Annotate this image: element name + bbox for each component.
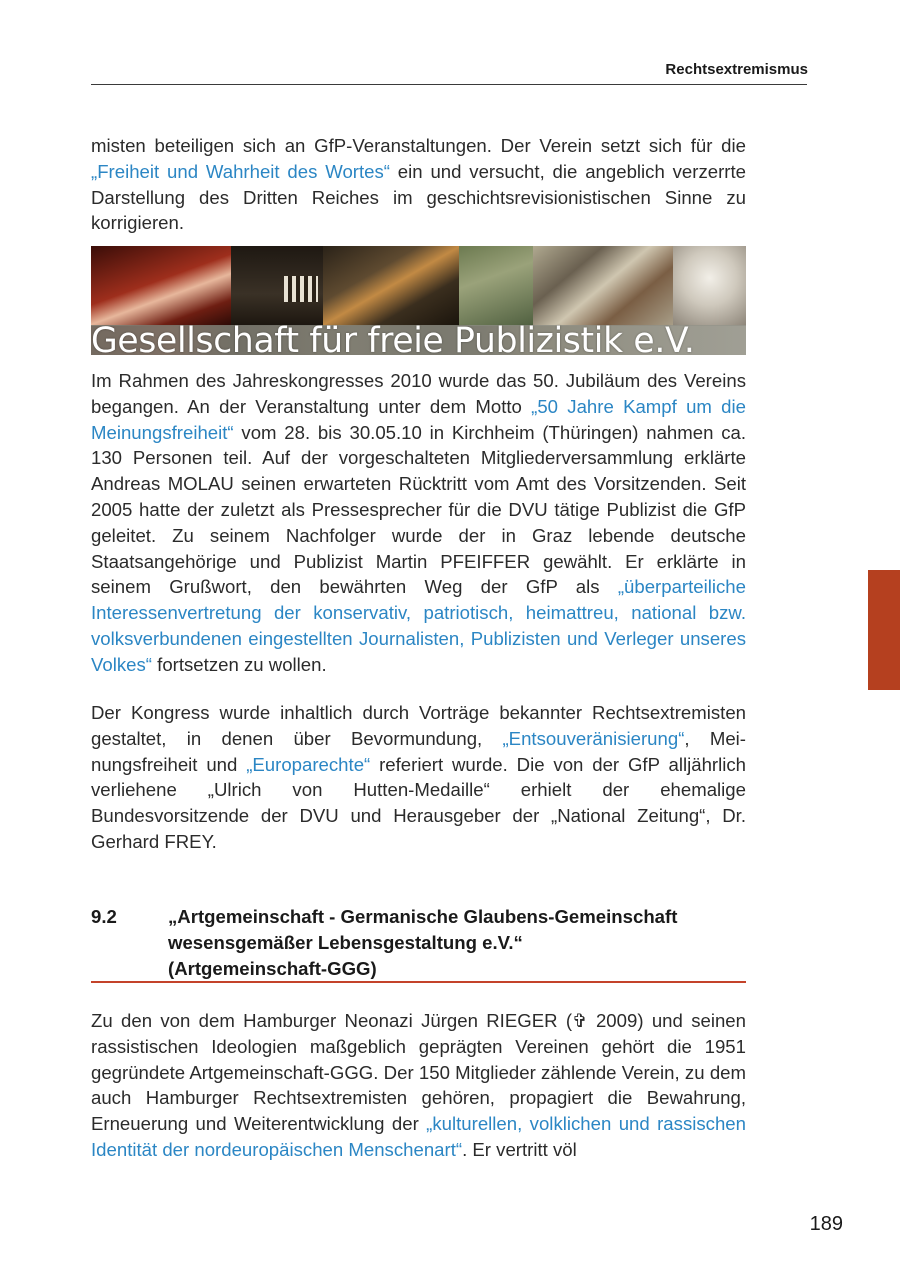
paragraph-2 (91, 368, 746, 678)
paragraph-2-quote-1: „50 Jahre Kampf um die Meinungsfreiheit“ (91, 395, 746, 443)
paragraph-1-text-b: ein und versucht, die angeblich verzerrte Darstellung des Dritten Reiches im geschichtsrevisionistischen Sinne zu korrigieren. (91, 160, 746, 234)
paragraph-1-quote-1: „Freiheit und Wahrheit des Wortes“ (91, 160, 390, 182)
paragraph-4-text-b: . Er vertritt völ (462, 1138, 577, 1160)
banner-window (284, 276, 318, 302)
paragraph-3-text-c: referiert wurde. Die von der GfP alljährlich verliehene „Ulrich von Hutten-Medaille“ erhielt der ehemalige Bundesvorsitzende der DVU und Herausgeber der „National Zeitung“, Dr. Gerhard FREY. (91, 753, 746, 852)
paragraph-2-text-a: Im Rahmen des Jahreskongresses 2010 wurde das 50. Jubiläum des Vereins begangen. An der Veranstaltung unter dem Motto (91, 370, 746, 417)
section-number: 9.2 (91, 906, 117, 927)
header-title: Rechtsextremismus (665, 61, 808, 78)
banner-panel-horsemen (533, 246, 673, 326)
paragraph-3-quote-1: „Entsouveränisierung“ (502, 727, 685, 749)
paragraph-4-quote-1: „kulturellen, volklichen und rassischen Identität der nordeuropäischen Menschenart“ (91, 1113, 746, 1160)
paragraph-3-text-a: Der Kongress wurde inhaltlich durch Vorträge bekannter Rechtsextremisten gestaltet, in denen über Bevormundung, (91, 702, 746, 749)
gfp-banner-image (91, 246, 746, 355)
paragraph-2-text-b: vom 28. bis 30.05.10 in Kirchheim (Thüringen) nahmen ca. 130 Personen teil. Auf der vorgeschalteten Mitgliederversammlung erklärte Andreas MOLAU seinen erwarteten Rücktritt vom Amt des Vorsitzenden. Seit 2005 hatte der zuletzt als Pressesprecher für die DVU tätige Publizist die GfP geleitet. Zu seinem Nachfolger wurde der in Graz lebende deutsche Staatsangehörige und Publizist Martin PFEIFFER gewählt. Er erklärte in seinem Grußwort, den bewährten Weg der GfP als (91, 421, 746, 598)
header-rule (91, 84, 807, 85)
banner-panel-bust (673, 246, 746, 326)
paragraph-2-quote-2: „überparteiliche Interessenvertretung der konservativ, patriotisch, heimattreu, national bzw. volksverbundenen eingestellten Journalisten, Publizisten und Verleger unseres Volkes“ (91, 576, 746, 675)
banner-text: Gesellschaft für freie Publizistik e.V. (91, 321, 695, 355)
page-number: 189 (809, 1213, 843, 1235)
banner-panel-figures (323, 246, 459, 326)
paragraph-3-text-b: , Meinungsfreiheit und (91, 727, 746, 775)
paragraph-3-quote-2: „Europarechte“ (246, 753, 371, 775)
paragraph-1 (91, 133, 746, 236)
paragraph-4 (91, 1008, 746, 1163)
paragraph-2-text-c: fortsetzen zu wollen. (151, 653, 327, 675)
banner-panel-painting (91, 246, 231, 326)
paragraph-3 (91, 700, 746, 855)
paragraph-4-text-a: Zu den von dem Hamburger Neonazi Jürgen RIEGER (✞ 2009) und seinen rassistischen Ideologien maßgeblich geprägten Vereinen gehört die 1951 gegründete Artgemeinschaft-GGG. Der 150 Mitglieder zählende Verein, zu dem auch Hamburger Rechtsextremisten gehören, propagiert die Bewahrung, Erneuerung und Weiterentwicklung der (91, 1010, 746, 1135)
section-title-line-1: „Artgemeinschaft - Germanische Glaubens-Gemeinschaft (168, 906, 678, 927)
section-title-line-2: wesensgemäßer Lebensgestaltung e.V.“ (168, 932, 523, 953)
paragraph-1-text-a: misten beteiligen sich an GfP-Veranstaltungen. Der Verein setzt sich für die (91, 135, 746, 156)
section-rule (91, 981, 746, 983)
section-title-line-3: (Artgemeinschaft-GGG) (168, 958, 377, 979)
banner-panel-statue (459, 246, 533, 326)
section-title (168, 904, 746, 982)
chapter-tab-marker (868, 570, 900, 690)
